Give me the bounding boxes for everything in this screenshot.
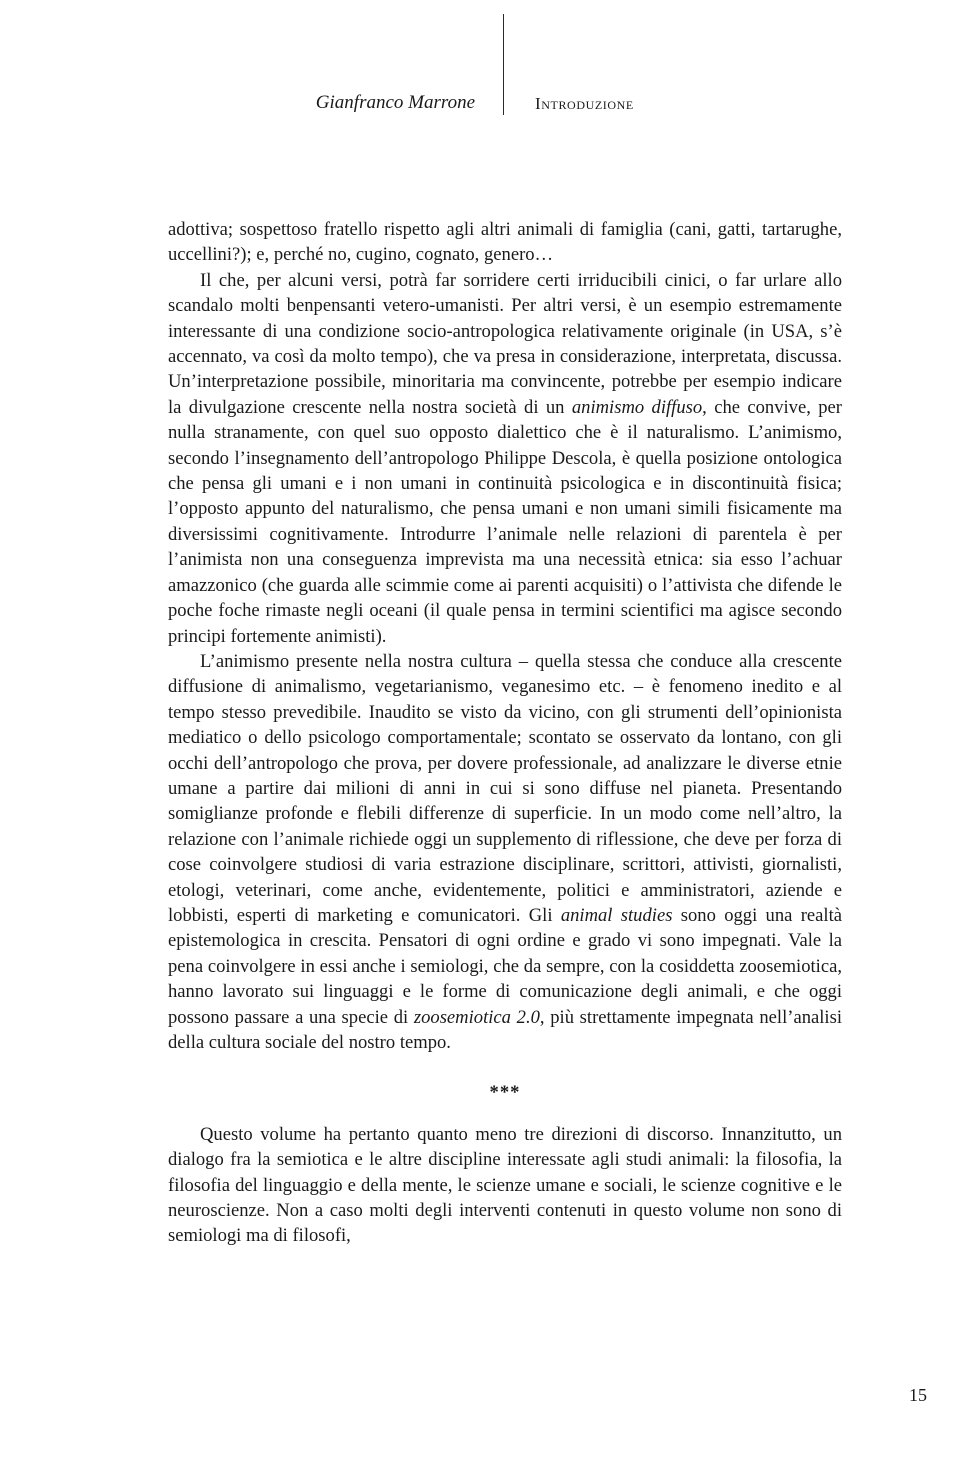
running-head-divider xyxy=(503,14,504,115)
paragraph-culture xyxy=(168,649,842,1056)
body-text xyxy=(168,217,842,1249)
paragraph-text: , più strettamente impegnata nell’analisi della cultura sociale del nostro tempo. xyxy=(168,1006,842,1053)
paragraph-animism xyxy=(168,268,842,649)
page-number: 15 xyxy=(909,1385,927,1405)
running-head xyxy=(0,0,971,120)
paragraph-text: , che convive, per nulla stranamente, con quel suo opposto dialettico che è il naturalismo. L’animismo, secondo l’insegnamento dell’antropologo Philippe Descola, è quella posizione ontologica che pensa gli umani e i non umani in continuità psicologica e in discontinuità fisica; l’opposto appunto del naturalismo, che pensa umani e non umani simili fisicamente ma diversissimi cognitivamente. Introdurre l’animale nelle relazioni di parentela è per l’animista non una conseguenza imprevista ma una necessità etnica: sia esso l’achuar amazzonico (che guarda alle scimmie come ai parenti acquisiti) o l’attivista che difende le poche foche rimaste negli oceani (il quale pensa in termini scientifici ma agisce secondo principi fortemente animisti). xyxy=(168,396,842,647)
paragraph-continuation: adottiva; sospettoso fratello rispetto agli altri animali di famiglia (cani, gatti, tartarughe, uccellini?); e, perché no, cugino, cognato, genero… xyxy=(168,219,842,266)
emphasis-text: zoosemiotica 2.0 xyxy=(413,1006,540,1028)
paragraph-text: L’animismo presente nella nostra cultura – quella stessa che conduce alla crescente diffusione di animalismo, vegetarianismo, veganesimo etc. – è fenomeno inedito e al tempo stesso prevedibile. Inaudito se visto da vicino, con gli strumenti dell’opinionista mediatico o dello psicologo comportamentale; scontato se osservato da lontano, con gli occhi dell’antropologo che prova, per dovere professionale, ad analizzare le diverse etnie umane a partire dai milioni di anni in cui si sono diffuse nel pianeta. Presentando somiglianze profonde e flebili differenze di superficie. In un modo come nell’altro, la relazione con l’animale richiede oggi un supplemento di riflessione, che deve per forza di cose coinvolgere studiosi di varia estrazione disciplinare, scrittori, attivisti, giornalisti, etologi, veterinari, come anche, evidentemente, politici e amministratori, aziende e lobbisti, esperti di marketing e comunicatori. Gli xyxy=(168,650,842,926)
paragraph-volume: Questo volume ha pertanto quanto meno tre direzioni di discorso. Innanzitutto, un dialogo fra la semiotica e le altre discipline interessate agli studi animali: la filosofia, la filosofia del linguaggio e della mente, le scienze umane e sociali, le scienze cognitive e le neuroscienze. Non a caso molti degli interventi contenuti in questo volume non sono di semiologi ma di filosofi, xyxy=(168,1123,842,1247)
paragraph-text: sono oggi una realtà epistemologica in crescita. Pensatori di ogni ordine e grado vi sono impegnati. Vale la pena coinvolgere in essi anche i semiologi, che da sempre, con la cosiddetta zoosemiotica, hanno lavorato sui linguaggi e le forme di comunicazione degli animali, e che oggi possono passare a una specie di xyxy=(168,904,843,1028)
emphasis-text: animismo diffuso xyxy=(571,396,703,418)
emphasis-text: animal studies xyxy=(560,904,673,926)
running-head-author: Gianfranco Marrone xyxy=(315,92,475,113)
running-head-section: Introduzione xyxy=(535,94,634,113)
paragraph-text: Il che, per alcuni versi, potrà far sorridere certi irriducibili cinici, o far urlare allo scandalo molti benpensanti vetero-umanisti. Per altri versi, è un esempio estremamente interessante di una condizione socio-antropologica relativamente originale (in USA, s’è accennato, va così da molto tempo), che va presa in considerazione, interpretata, discussa. Un’interpretazione possibile, minoritaria ma convincente, potrebbe per esempio indicare la divulgazione crescente nella nostra società di un xyxy=(168,269,842,418)
section-separator: *** xyxy=(489,1082,521,1104)
